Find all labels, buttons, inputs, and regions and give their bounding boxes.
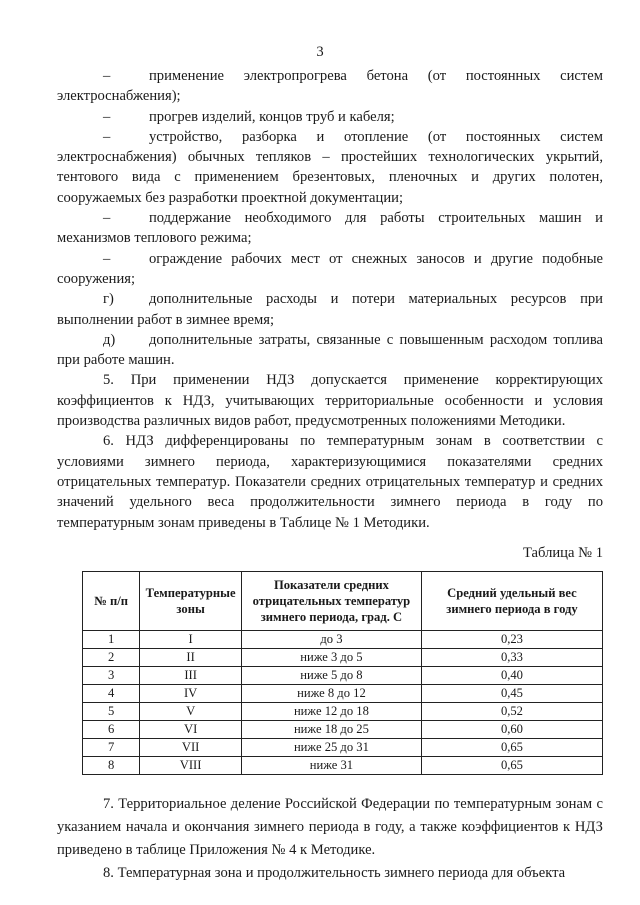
temperature-zones-table	[82, 571, 603, 775]
table-cell: 6	[83, 721, 140, 739]
list-item	[57, 107, 603, 127]
list-marker: г)	[103, 291, 114, 308]
list-marker: –	[103, 210, 111, 227]
list-item	[57, 127, 603, 208]
table-caption: Таблица № 1	[523, 544, 603, 561]
table-row	[83, 631, 603, 649]
table-row	[83, 685, 603, 703]
table-row	[83, 757, 603, 775]
table-body	[83, 631, 603, 775]
document-body	[57, 66, 603, 885]
list-item-text: применение электропрогрева бетона (от постоянных систем электроснабжения);	[57, 68, 603, 105]
list-item	[57, 330, 603, 371]
table-row	[83, 721, 603, 739]
list-item	[57, 289, 603, 330]
table-cell: II	[140, 649, 242, 667]
table-cell: ниже 31	[241, 757, 421, 775]
table-cell: 0,60	[421, 721, 602, 739]
paragraphs-before-table	[57, 370, 603, 532]
header-temperature: Показатели средних отрицательных температур зимнего периода, град. С	[241, 572, 421, 631]
table-cell: 8	[83, 757, 140, 775]
table-cell: 1	[83, 631, 140, 649]
list-item-text: ограждение рабочих мест от снежных заносов и другие подобные сооружения;	[57, 250, 603, 287]
list-marker: –	[103, 250, 111, 267]
table-cell: I	[140, 631, 242, 649]
table-cell: 4	[83, 685, 140, 703]
paragraph: 8. Температурная зона и продолжительность зимнего периода для объекта	[103, 865, 566, 882]
paragraph: 5. При применении НДЗ допускается применение корректирующих коэффициентов к НДЗ, учитывающих территориальные особенности и условия производства различных видов работ, предусмотренных положениями Методики.	[57, 372, 603, 430]
list-items	[57, 66, 603, 370]
table-cell: 0,52	[421, 703, 602, 721]
list-item-text: дополнительные расходы и потери материальных ресурсов при выполнении работ в зимнее время;	[57, 291, 603, 328]
table-cell: 2	[83, 649, 140, 667]
header-zone: Температурные зоны	[140, 572, 242, 631]
table-row	[83, 739, 603, 757]
table-cell: 0,65	[421, 739, 602, 757]
list-item	[57, 249, 603, 290]
list-item-text: поддержание необходимого для работы строительных машин и механизмов теплового режима;	[57, 210, 603, 247]
paragraph: 6. НДЗ дифференцированы по температурным зонам в соответствии с условиями зимнего периода, характеризующимися показателями средних отрицательных температур. Показатели средних отрицательных температур и средних значений удельного веса продолжительности зимнего периода в году по температурным зонам приведены в Таблице № 1 Методики.	[57, 433, 603, 531]
table-cell: 0,33	[421, 649, 602, 667]
table-cell: ниже 25 до 31	[241, 739, 421, 757]
table-cell: 3	[83, 667, 140, 685]
table-cell: ниже 12 до 18	[241, 703, 421, 721]
header-share: Средний удельный вес зимнего периода в году	[421, 572, 602, 631]
page-number: 3	[316, 44, 324, 60]
table-row	[83, 649, 603, 667]
table-cell: V	[140, 703, 242, 721]
list-item	[57, 66, 603, 107]
list-marker: –	[103, 108, 111, 125]
table-cell: III	[140, 667, 242, 685]
table-row	[83, 703, 603, 721]
table-cell: ниже 5 до 8	[241, 667, 421, 685]
header-number: № п/п	[83, 572, 140, 631]
table-cell: 0,23	[421, 631, 602, 649]
table-row	[83, 667, 603, 685]
table-cell: ниже 18 до 25	[241, 721, 421, 739]
table-cell: 0,65	[421, 757, 602, 775]
list-item-text: устройство, разборка и отопление (от постоянных систем электроснабжения) обычных тепляков – простейших технологических укрытий, тентового вида с применением брезентовых, пленочных и других полотен, сооружаемых без разработки проектной документации;	[57, 128, 603, 206]
table-cell: 7	[83, 739, 140, 757]
table-cell: до 3	[241, 631, 421, 649]
table-cell: VI	[140, 721, 242, 739]
table-cell: 0,45	[421, 685, 602, 703]
paragraph: 7. Территориальное деление Российской Федерации по температурным зонам с указанием начала и окончания зимнего периода в году, а также коэффициентов к НДЗ приведено в таблице Приложения № 4 к Методике.	[57, 796, 603, 859]
list-item-text: прогрев изделий, концов труб и кабеля;	[149, 108, 395, 125]
table-cell: ниже 3 до 5	[241, 649, 421, 667]
table-cell: 5	[83, 703, 140, 721]
table-header-row	[83, 572, 603, 631]
paragraphs-after-table	[57, 793, 603, 885]
table-cell: IV	[140, 685, 242, 703]
list-marker: д)	[103, 331, 116, 348]
list-item	[57, 208, 603, 249]
table-cell: VII	[140, 739, 242, 757]
table-cell: VIII	[140, 757, 242, 775]
table-cell: 0,40	[421, 667, 602, 685]
list-marker: –	[103, 128, 111, 145]
table-cell: ниже 8 до 12	[241, 685, 421, 703]
list-item-text: дополнительные затраты, связанные с повышенным расходом топлива при работе машин.	[57, 331, 603, 369]
list-marker: –	[103, 68, 111, 84]
